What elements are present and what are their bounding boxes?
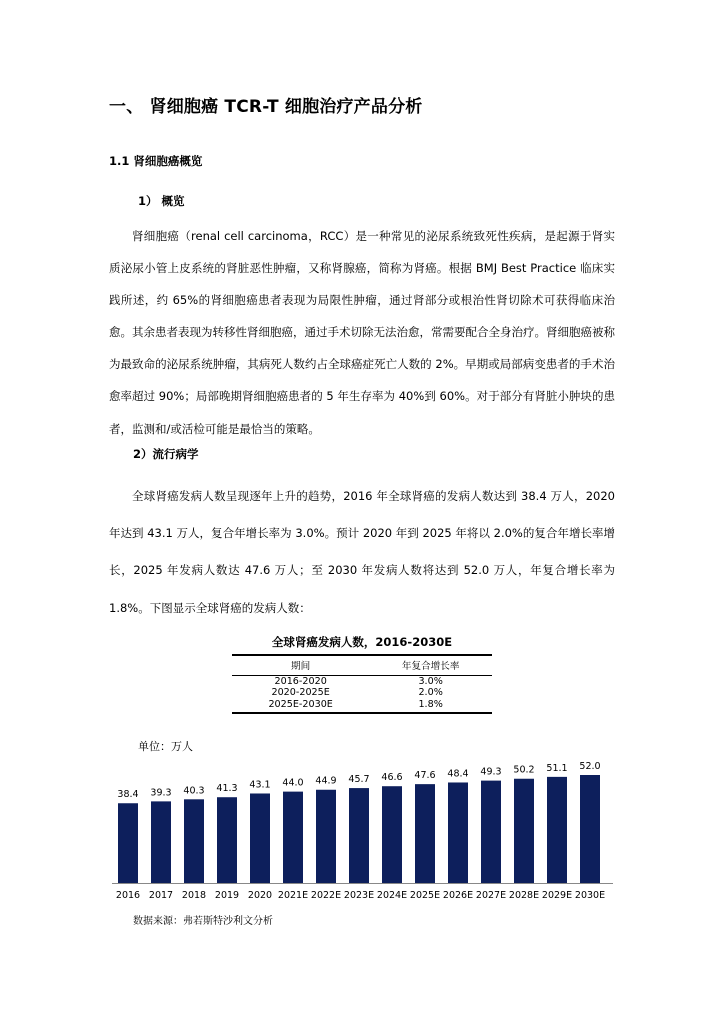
x-tick-label-2029E: 2029E [541, 890, 573, 901]
data-label-2021E: 44.0 [282, 777, 304, 789]
overview-paragraph: 肾细胞癌（renal cell carcinoma，RCC）是一种常见的泌尿系统致死性疾病，是起源于肾实质泌尿小管上皮系统的肾脏恶性肿瘤，又称肾腺癌，简称为肾癌。根据 BMJ Best Practice 临床实践所述，约 65%的肾细胞癌患者表现为局限性肿瘤，通过肾部分或根治性肾切除术可获得临床治愈。其余患者表现为转移性肾细胞癌，通过手术切除无法治愈，常需要配合全身治疗。肾细胞癌被称为最致命的泌尿系统肿瘤，其病死人数约占全球癌症死亡人数的 2%。早期或局部病变患者的手术治愈率超过 90%；局部晚期肾细胞癌患者的 5 年生存率为 40%到 60%。对于部分有肾脏小肿块的患者，监测和/或活检可能是最恰当的策略。 [109, 229, 615, 436]
epidemiology-paragraph: 全球肾癌发病人数呈现逐年上升的趋势，2016 年全球肾癌的发病人数达到 38.4 万人，2020 年达到 43.1 万人，复合年增长率为 3.0%。预计 2020 年到 2025 年将以 2.0%的复合年增长率增长，2025 年发病人数达 47.6 万人；至 2030 年发病人数将达到 52.0 万人，年复合增长率为 1.8%。下图显示全球肾癌的发病人数： [109, 489, 615, 615]
growth-table [232, 654, 492, 714]
bar-2028E [514, 779, 534, 883]
table-row [232, 699, 492, 713]
data-label-2016: 38.4 [117, 789, 139, 801]
data-label-2028E: 50.2 [513, 764, 535, 776]
table-cell-period: 2016-2020 [274, 676, 327, 687]
table-cell-cagr: 2.0% [418, 687, 443, 699]
table-cell-period: 2025E-2030E [232, 699, 369, 713]
data-label-2023E: 45.7 [348, 774, 370, 786]
data-label-2027E: 49.3 [480, 766, 502, 778]
table-header-cagr: 年复合增长率 [369, 655, 492, 676]
data-label-2029E: 51.1 [546, 762, 568, 774]
x-tick-label-2025E: 2025E [409, 890, 441, 901]
bar-2023E [349, 788, 369, 883]
table-cell-cagr: 3.0% [418, 676, 443, 687]
data-source: 数据来源：弗若斯特沙利文分析 [133, 916, 273, 927]
bar-2016 [118, 803, 138, 883]
bar-2018 [184, 799, 204, 883]
data-label-2024E: 46.6 [381, 772, 403, 784]
bar-2024E [382, 786, 402, 883]
table-cell-period: 2020-2025E [271, 687, 330, 699]
section-heading: 一、 肾细胞癌 TCR-T 细胞治疗产品分析 [109, 97, 423, 117]
subsection-heading: 1.1 肾细胞癌概览 [109, 154, 203, 168]
data-label-2017: 39.3 [150, 787, 172, 799]
table-row [232, 676, 492, 688]
data-label-2025E: 47.6 [414, 770, 436, 782]
x-tick-label-2017: 2017 [148, 890, 174, 901]
table-header-period: 期间 [232, 655, 369, 676]
bar-2027E [481, 781, 501, 883]
x-tick-label-2023E: 2023E [343, 890, 375, 901]
bar-2022E [316, 790, 336, 883]
bar-2029E [547, 777, 567, 883]
data-label-2019: 41.3 [216, 783, 238, 795]
x-tick-label-2020: 2020 [247, 890, 273, 901]
epidemiology-heading: 2）流行病学 [133, 447, 199, 461]
overview-heading: 1） 概览 [138, 194, 185, 208]
growth-rate-table [232, 634, 492, 714]
data-label-2020: 43.1 [249, 779, 271, 791]
x-tick-label-2018: 2018 [181, 890, 207, 901]
bar-2025E [415, 784, 435, 883]
x-tick-label-2028E: 2028E [508, 890, 540, 901]
x-tick-label-2026E: 2026E [442, 890, 474, 901]
x-tick-label-2024E: 2024E [376, 890, 408, 901]
bar-2030E [580, 775, 600, 883]
table-row [232, 687, 492, 698]
table-cell-cagr: 1.8% [369, 699, 492, 713]
table-title: 全球肾癌发病人数，2016-2030E [271, 635, 453, 649]
data-label-2022E: 44.9 [315, 775, 337, 787]
chart-unit-label: 单位：万人 [138, 740, 193, 753]
bar-2021E [283, 792, 303, 883]
x-tick-label-2022E: 2022E [310, 890, 342, 901]
x-tick-label-2027E: 2027E [475, 890, 507, 901]
bar-2019 [217, 797, 237, 883]
bar-2017 [151, 801, 171, 883]
bar-2020 [250, 793, 270, 883]
bar-2026E [448, 782, 468, 883]
x-tick-label-2019: 2019 [214, 890, 240, 901]
data-label-2030E: 52.0 [579, 761, 601, 772]
data-label-2026E: 48.4 [447, 768, 469, 780]
incidence-bar-chart [110, 755, 620, 907]
x-tick-label-2030E: 2030E [574, 890, 606, 901]
x-tick-label-2021E: 2021E [277, 890, 309, 901]
x-tick-label-2016: 2016 [115, 890, 141, 901]
data-label-2018: 40.3 [183, 785, 205, 797]
